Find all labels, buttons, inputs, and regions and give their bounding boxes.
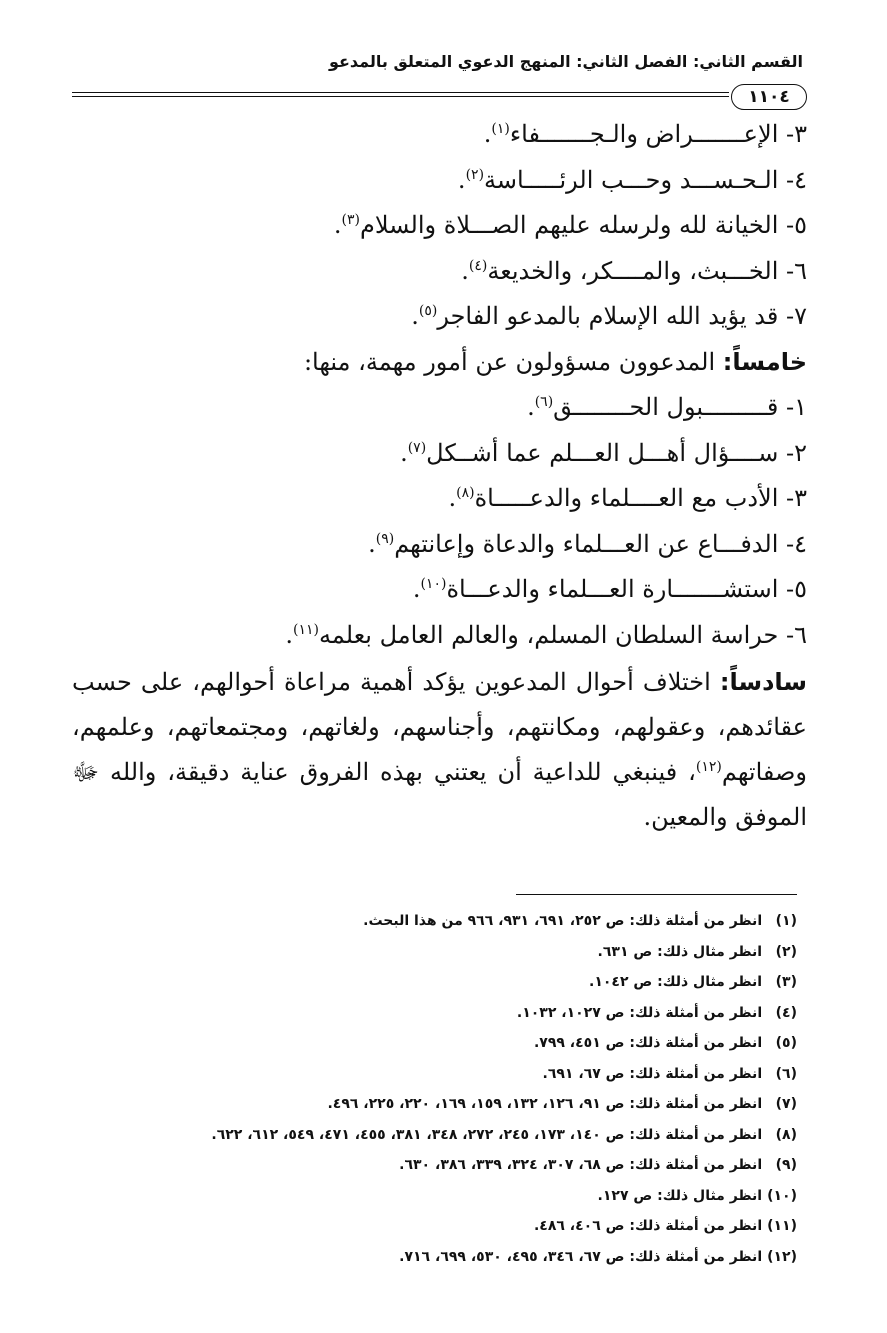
page-number: ١١٠٤ [731, 84, 807, 110]
footnote-number: (١٢) [767, 1248, 797, 1265]
footnote-ref[interactable]: (٦) [534, 394, 554, 410]
footnote-text: انظر مثال ذلك: ص ٦٣١. [597, 943, 763, 960]
footnote-number: (٤) [775, 1004, 797, 1021]
list-item-text: ١- قـــــــــبول الحــــــــق [553, 393, 807, 421]
footnote-ref[interactable]: (٢) [465, 166, 485, 183]
double-rule [72, 92, 729, 97]
footnote-number: (٨) [775, 1126, 797, 1143]
footnote-number: (٥) [775, 1035, 797, 1051]
footnote [77, 1028, 797, 1059]
footnote-number: (١٠) [767, 1187, 797, 1204]
footnote-text: انظر مثال ذلك: ص ١٠٤٢. [589, 974, 763, 990]
footnote-ref[interactable]: (٨) [456, 485, 475, 501]
list-item: ٦- حراسة السلطان المسلم، والعالم العامل بعلمه$^{(١١)}$. [285, 620, 807, 649]
section-text: المدعوون مسؤولون عن أمور مهمة، منها: [303, 347, 716, 376]
footnote-ref[interactable]: (٤) [468, 257, 488, 274]
footnote-ref[interactable]: (٩) [375, 530, 395, 547]
footnote-number: (٩) [775, 1157, 797, 1173]
list-item-text: ٧- قد يؤيد الله الإسلام بالمدعو الفاجر [437, 302, 807, 330]
list-item: ٤- الـحـســـد وحـــب الرئـــــاسة$^{(٢)}$. [457, 165, 807, 194]
footnote-number: (٢) [775, 943, 797, 960]
list-item: ١- قـــــــــبول الحــــــــق$^{(٦)}$. [527, 393, 807, 421]
footnote [77, 1089, 797, 1120]
footnote [77, 1242, 797, 1273]
footnote-text: انظر من أمثلة ذلك: ص ١٠٢٧، ١٠٣٢. [516, 1004, 763, 1021]
footnote [77, 937, 797, 968]
list-item-text: ٤- الـحـســـد وحـــب الرئـــــاسة [484, 165, 807, 194]
footnote [77, 998, 797, 1029]
list-item: ٦- الخـــبث، والمــــكر، والخديعة$^{(٤)}$. [461, 256, 807, 285]
footnote-text: انظر مثال ذلك: ص ١٢٧. [597, 1187, 763, 1204]
footnote-number: (١) [775, 913, 797, 929]
footnote [77, 906, 797, 937]
paragraph-text-end: ، فينبغي للداعية أن يعتني بهذه الفروق عناية دقيقة، والله ﷻ الموفق والمعين. [72, 758, 807, 831]
list-item-text: ٥- استشـــــــارة العـــلماء والدعـــاة [446, 575, 807, 603]
section-keyword: خامساً: [722, 347, 807, 376]
footnote [77, 1181, 797, 1212]
list-item-text: ٦- حراسة السلطان المسلم، والعالم العامل بعلمه [319, 620, 807, 649]
footnotes [77, 906, 797, 1272]
footnote-number: (٣) [775, 974, 797, 990]
running-header: القسم الثاني: الفصل الثاني: المنهج الدعوي المتعلق بالمدعو [328, 52, 803, 71]
footnote-ref[interactable]: (١) [491, 121, 510, 137]
footnote-text: انظر من أمثلة ذلك: ص ٦٨، ٣٠٧، ٣٢٤، ٣٣٩، ٣٨٦، ٦٣٠. [399, 1157, 763, 1173]
footnote-text: انظر من أمثلة ذلك: ص ٩١، ١٢٦، ١٣٢، ١٥٩، ١٦٩، ٢٢٠، ٢٢٥، ٤٩٦. [327, 1096, 763, 1112]
list-item: ٢- ســــؤال أهـــل العـــلم عما أشــكل$^{(٧)}$. [400, 438, 807, 467]
list-item: ٥- استشـــــــارة العـــلماء والدعـــاة$^{(١٠)}$. [412, 575, 807, 603]
footnote-text: انظر من أمثلة ذلك: ص ٤٠٦، ٤٨٦. [533, 1218, 763, 1234]
footnote-ref[interactable]: (٥) [418, 303, 438, 319]
header-rule [72, 84, 807, 110]
footnote [77, 1211, 797, 1242]
section-paragraph-6 [72, 660, 807, 840]
footnote-ref[interactable]: (١٠) [420, 576, 447, 592]
list-item-text: ٣- الإعـــــــراض والـجـــــــفاء [509, 120, 807, 148]
main-text [72, 112, 807, 840]
list-item: ٤- الدفـــاع عن العـــلماء والدعاة وإعانتهم$^{(٩)}$. [368, 529, 807, 558]
list-item: ٣- الأدب مع العــــلماء والدعـــــاة$^{(٨)}$. [448, 484, 807, 512]
list-item-text: ٦- الخـــبث، والمــــكر، والخديعة [487, 256, 807, 285]
paragraph-text: اختلاف أحوال المدعوين يؤكد أهمية مراعاة أحوالهم، على حسب عقائدهم، وعقولهم، ومكانتهم، وأجناسهم، ولغاتهم، ومجتمعاتهم، وعلمهم، وصفاتهم [72, 668, 807, 786]
footnote-text: انظر من أمثلة ذلك: ص ١٤٠، ١٧٣، ٢٤٥، ٢٧٢، ٣٤٨، ٣٨١، ٤٥٥، ٤٧١، ٥٤٩، ٦١٢، ٦٢٢. [211, 1126, 763, 1143]
list-item: ٣- الإعـــــــراض والـجـــــــفاء$^{(١)}$. [483, 120, 807, 148]
footnote-ref[interactable]: (٣) [341, 212, 360, 228]
footnote-number: (١١) [767, 1218, 797, 1234]
footnote [77, 1059, 797, 1090]
footnote-text: انظر من أمثلة ذلك: ص ٢٥٢، ٦٩١، ٩٣١، ٩٦٦ من هذا البحث. [363, 913, 763, 929]
footnote [77, 1150, 797, 1181]
footnote-ref[interactable]: (٧) [407, 439, 427, 456]
list-item-text: ٢- ســــؤال أهـــل العـــلم عما أشــكل [426, 438, 807, 467]
footnote [77, 967, 797, 998]
list-item-text: ٤- الدفـــاع عن العـــلماء والدعاة وإعانتهم [394, 529, 807, 558]
footnote-text: انظر من أمثلة ذلك: ص ٦٧، ٣٤٦، ٤٩٥، ٥٣٠، ٦٩٩، ٧١٦. [399, 1248, 763, 1265]
list-item-text: ٥- الخيانة لله ولرسله عليهم الصـــلاة والسلام [359, 211, 807, 239]
list-item: ٥- الخيانة لله ولرسله عليهم الصـــلاة والسلام$^{(٣)}$. [333, 211, 807, 239]
footnote-number: (٦) [775, 1065, 797, 1082]
footnote-ref[interactable]: (١١) [293, 621, 320, 638]
footnote-separator [516, 894, 797, 895]
footnote-text: انظر من أمثلة ذلك: ص ٤٥١، ٧٩٩. [533, 1035, 763, 1051]
list-item-text: ٣- الأدب مع العــــلماء والدعـــــاة [474, 484, 807, 512]
footnote-number: (٧) [775, 1096, 797, 1112]
footnote-ref[interactable]: (١٢) [695, 759, 722, 775]
footnote [77, 1120, 797, 1151]
section-keyword: سادساً: [719, 668, 807, 696]
list-item: ٧- قد يؤيد الله الإسلام بالمدعو الفاجر$^{(٥)}$. [411, 302, 807, 330]
footnote-text: انظر من أمثلة ذلك: ص ٦٧، ٦٩١. [542, 1065, 763, 1082]
section-heading-5 [72, 340, 807, 386]
